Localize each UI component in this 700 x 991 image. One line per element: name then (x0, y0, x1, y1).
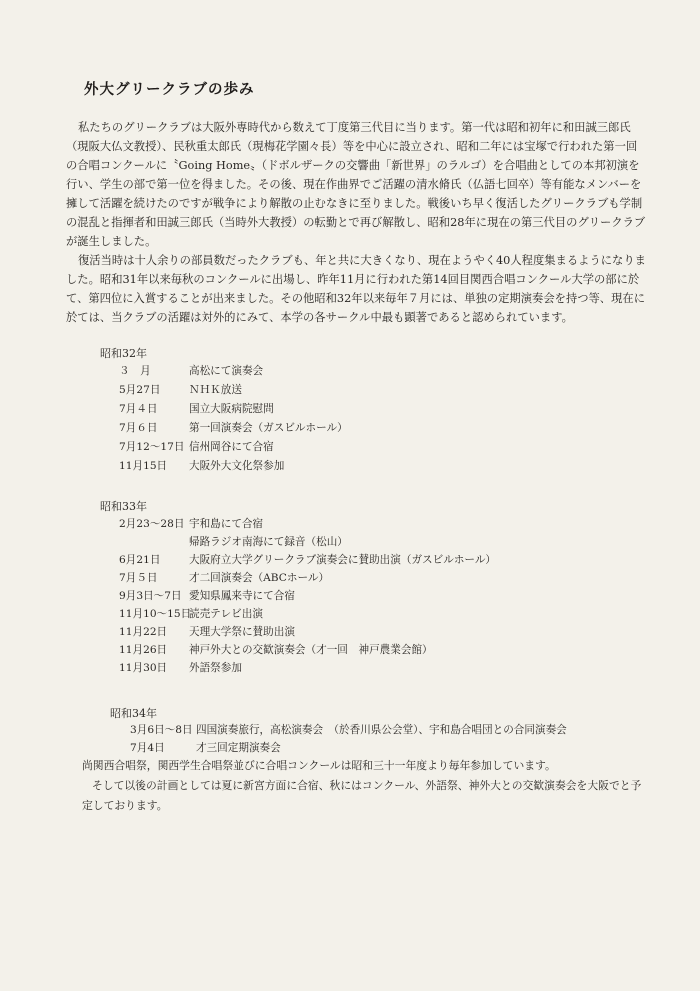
event-text: 帰路ラジオ南海にて録音（松山） (189, 536, 348, 548)
history-year: 昭和33年 (100, 500, 147, 513)
event-text: 国立大阪病院慰問 (189, 403, 274, 415)
intro-paragraph: 復活当時は十人余りの部員数だったクラブも、年と共に大きくなり、現在ようやく40人程度集まるようになりました。昭和31年以来毎秋のコンクールに出場し、昨年11月に行われた第14回目関西合唱コンクール大学の部に於て、第四位に入賞することが出来ました。その他昭和32年以来毎年７月には、単独の定期演奏会を持つ等、現在に於ては、当クラブの活躍は対外的にみて、本学の各サークル中最も顕著であると認められています。 (66, 254, 646, 324)
history-event (119, 588, 295, 603)
event-date: 7月4日 (130, 742, 165, 754)
event-text: 愛知県鳳来寺にて合宿 (189, 590, 295, 602)
event-text: 四国演奏旅行，高松演奏会 （於香川県公会堂）、宇和島合唱団との合同演奏会 (196, 724, 567, 736)
event-date: 11月26日 (119, 644, 168, 656)
history-event (119, 606, 263, 621)
event-text: ＮＨＫ放送 (189, 384, 242, 396)
event-date: 2月23～28日 (119, 518, 185, 530)
event-date: 7月６日 (119, 422, 158, 434)
outro-paragraph: そして以後の計画としては夏に新宮方面に合宿、秋にはコンクール、外語祭、神外大との交歓演奏会を大阪でと予定しております。 (82, 779, 642, 812)
history-event (119, 382, 242, 397)
outro-paragraph: 尚関西合唱祭，関西学生合唱祭並びに合唱コンクールは昭和三十一年度より毎年参加しています。 (82, 759, 556, 772)
history-event (119, 642, 433, 657)
event-text: 神戸外大との交歓演奏会（才一回 神戸農業会館） (189, 644, 433, 656)
event-date: 11月22日 (119, 626, 168, 638)
event-date: 11月10～15日 (119, 608, 192, 620)
history-event (119, 420, 348, 435)
history-event (119, 624, 295, 639)
event-text: 宇和島にて合宿 (189, 518, 264, 530)
history-event (119, 516, 263, 531)
event-date: ３ 月 (119, 365, 151, 377)
event-date: 11月30日 (119, 662, 168, 674)
history-event (119, 439, 274, 454)
history-event (119, 660, 242, 675)
event-date: 6月21日 (119, 554, 161, 566)
event-text: 外語祭参加 (189, 662, 242, 674)
history-event (119, 363, 263, 378)
history-event (119, 534, 348, 549)
event-text: 第一回演奏会（ガスビルホール） (189, 422, 348, 434)
event-text: 読売テレビ出演 (189, 608, 263, 620)
event-text: 才二回演奏会（ABCホール） (189, 572, 330, 584)
event-date: 7月12～17日 (119, 441, 185, 453)
event-text: 高松にて演奏会 (189, 365, 264, 377)
outro-section (82, 756, 642, 816)
history-event (119, 552, 496, 567)
event-date: 3月6日～8日 (130, 724, 193, 736)
event-text: 天理大学祭に賛助出演 (189, 626, 295, 638)
event-text: 才三回定期演奏会 (196, 742, 281, 754)
history-year: 昭和34年 (110, 707, 157, 720)
history-event (119, 458, 284, 473)
event-date: 9月3日～7日 (119, 590, 182, 602)
intro-section (66, 118, 646, 327)
history-event (130, 740, 281, 755)
intro-paragraph: 私たちのグリークラブは大阪外専時代から数えて丁度第三代目に当ります。第一代は昭和初年に和田誠三郎氏（現阪大仏文教授）、民秋重太郎氏（現梅花学園々長）等を中心に設立され、昭和二年には宝塚で行われた第一回の合唱コンクールに〝Going Home〟（ドボルザークの交響曲「新世界」のラルゴ）を合唱曲としての本邦初演を行い、学生の部で第一位を得ました。その後、現在作曲界でご活躍の清水脩氏（仏語七回卒）等有能なメンバーを擁して活躍を続けたのですが戦争により解散の止むなきに至りました。戦後いち早く復活したグリークラブも学制の混乱と指揮者和田誠三郎氏（当時外大教授）の転勤とで再び解散し、昭和28年に現在の第三代目のグリークラブが誕生しました。 (66, 121, 646, 248)
page-title: 外大グリークラブの歩み (84, 82, 255, 98)
event-date: 11月15日 (119, 460, 168, 472)
event-date: 5月27日 (119, 384, 161, 396)
event-date: 7月４日 (119, 403, 158, 415)
event-text: 信州岡谷にて合宿 (189, 441, 274, 453)
event-date (119, 534, 189, 549)
history-event (119, 401, 274, 416)
history-event (130, 722, 567, 737)
event-text: 大阪外大文化祭参加 (189, 460, 285, 472)
history-year: 昭和32年 (100, 347, 147, 360)
history-event (119, 570, 329, 585)
event-text: 大阪府立大学グリークラブ演奏会に賛助出演（ガスビルホール） (189, 554, 497, 566)
event-date: 7月５日 (119, 572, 158, 584)
